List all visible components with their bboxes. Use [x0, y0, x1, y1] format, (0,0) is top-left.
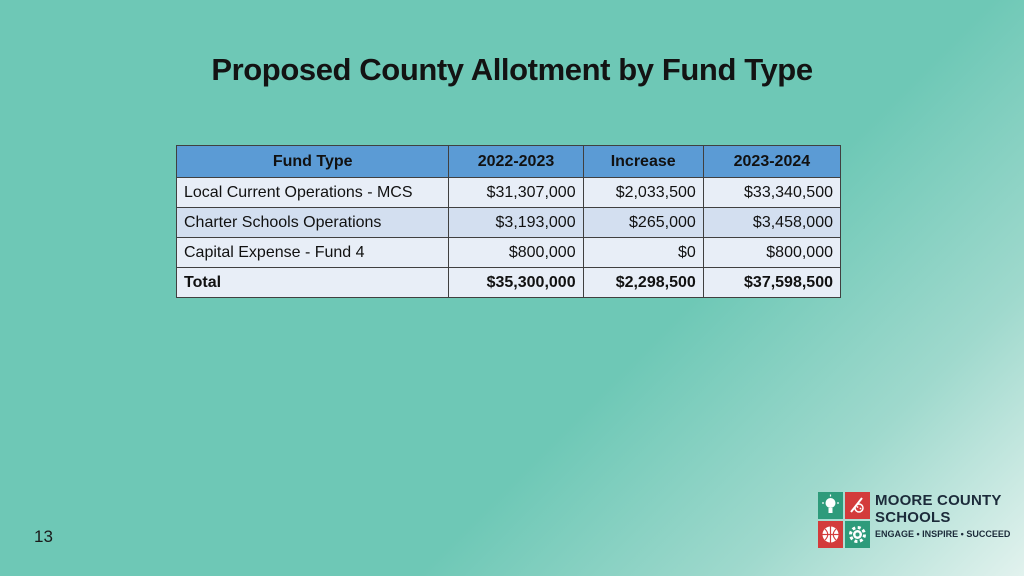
logo-tagline: ENGAGE • INSPIRE • SUCCEED: [875, 529, 1011, 539]
amount-2023-cell: $800,000: [703, 238, 840, 268]
moore-county-schools-logo: [818, 492, 1018, 552]
total-2022-cell: $35,300,000: [449, 268, 583, 298]
page-number: 13: [34, 527, 53, 546]
increase-cell: $265,000: [583, 208, 703, 238]
increase-cell: $2,033,500: [583, 178, 703, 208]
logo-text-schools: SCHOOLS: [875, 509, 951, 526]
amount-2023-cell: $3,458,000: [703, 208, 840, 238]
logo-text-moore-county: MOORE COUNTY: [875, 492, 1002, 509]
amount-2023-cell: $33,340,500: [703, 178, 840, 208]
amount-2022-cell: $31,307,000: [449, 178, 583, 208]
fund-allotment-table: [176, 145, 841, 298]
table-row: [177, 208, 841, 238]
fund-type-cell: Local Current Operations - MCS: [177, 178, 449, 208]
fund-type-cell: Charter Schools Operations: [177, 208, 449, 238]
basketball-icon: [823, 527, 839, 543]
table-header-row: [177, 146, 841, 178]
header-2023-2024: 2023-2024: [703, 146, 840, 178]
header-2022-2023: 2022-2023: [449, 146, 583, 178]
total-2023-cell: $37,598,500: [703, 268, 840, 298]
total-increase-cell: $2,298,500: [583, 268, 703, 298]
header-fund-type: Fund Type: [177, 146, 449, 178]
amount-2022-cell: $3,193,000: [449, 208, 583, 238]
increase-cell: $0: [583, 238, 703, 268]
table-row: [177, 178, 841, 208]
fund-type-cell: Capital Expense - Fund 4: [177, 238, 449, 268]
table-total-row: [177, 268, 841, 298]
slide-title: Proposed County Allotment by Fund Type: [211, 52, 813, 87]
header-increase: Increase: [583, 146, 703, 178]
table-row: [177, 238, 841, 268]
logo-mark: [818, 492, 870, 548]
total-label: Total: [177, 268, 449, 298]
amount-2022-cell: $800,000: [449, 238, 583, 268]
